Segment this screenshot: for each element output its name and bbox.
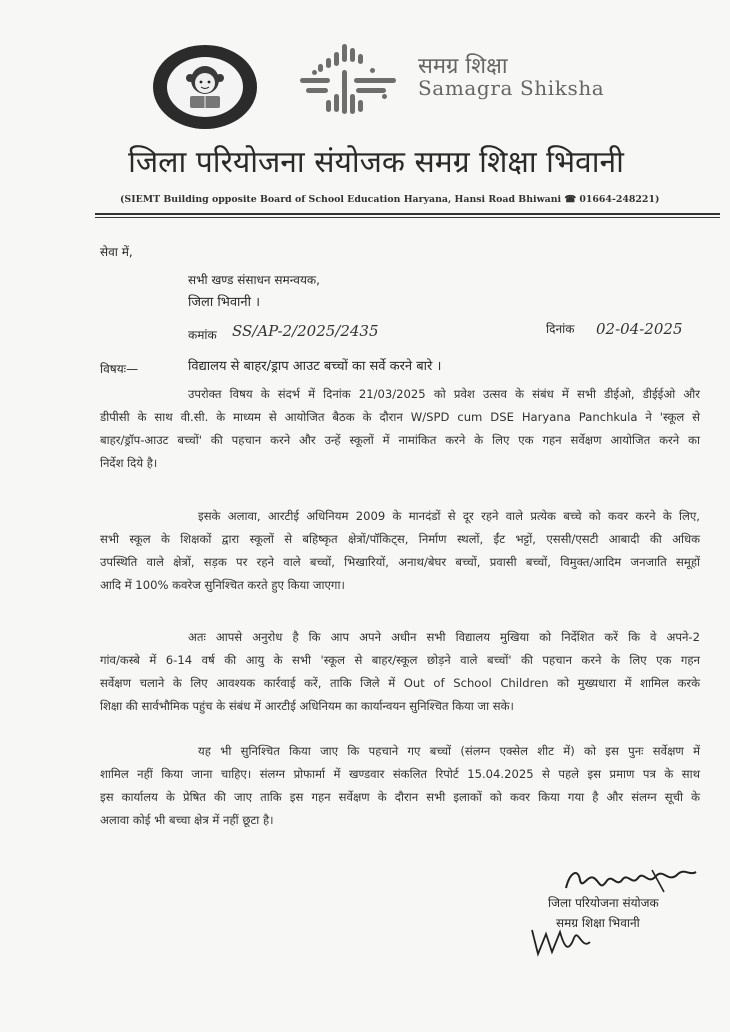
- para3-line: शिक्षा की सार्वभौमिक पहुंच के संबंध में आरटीई अधिनियम का कार्यान्वयन सुनिश्चित किया जा सके।: [100, 699, 514, 713]
- para3-line: सर्वेक्षण चलाने के लिए आवश्यक कार्रवाई करें, ताकि जिले में Out of School Children को मुख्यधारा में शामिल करके: [100, 676, 700, 690]
- para3-line: गांव/कस्बे में 6-14 वर्ष की आयु के सभी 'स्कूल से बाहर/स्कूल छोड़ने वाले बच्चों' की पहचान करने के लिए एक गहन: [100, 653, 700, 667]
- para4-line: अलावा कोई भी बच्चा क्षेत्र में नहीं छूटा है।: [100, 813, 274, 827]
- para3-line: अतः आपसे अनुरोध है कि आप अपने अधीन सभी विद्यालय मुखिया को निर्देशित करें कि वे अपने-2: [188, 630, 700, 644]
- para2-line: उपस्थिति वाले क्षेत्रों, सड़क पर रहने वाले बच्चों, भिखारियों, अनाथ/बेघर बच्चों, प्रवासी बच्चों, विमुक्त/आदिम जनजाति समूहों: [100, 555, 700, 569]
- para1-line: निर्देश दिये है।: [100, 456, 158, 470]
- para1-line: उपरोक्त विषय के संदर्भ में दिनांक 21/03/2025 को प्रवेश उत्सव के संबंध में सभी डीईओ, डीईईओ और: [188, 387, 700, 401]
- para4-line: शामिल नहीं किया जाना चाहिए। संलग्न प्रोफार्मा में खण्डवार संकलित रिपोर्ट 15.04.2025 से पहले इस प्रमाण पत्र के साथ: [100, 767, 700, 781]
- paragraph-1: [100, 383, 700, 475]
- recipient-line2: जिला भिवानी ।: [188, 295, 261, 310]
- para4-line: इस कार्यालय के प्रेषित की जाए ताकि इस गहन सर्वेक्षण के दौरान सभी इलाकों को कवर किया गया है और संलग्न सूची के: [100, 790, 700, 804]
- ref-number: SS/AP-2/2025/2435: [232, 322, 379, 340]
- header-divider: [95, 213, 720, 215]
- date-value: 02-04-2025: [596, 320, 683, 338]
- paragraph-2: [100, 505, 700, 597]
- para2-line: आदि में 100% कवरेज सुनिश्चित करते हुए किया जाएगा।: [100, 578, 345, 592]
- header-divider-thin: [95, 217, 720, 218]
- office-address: (SIEMT Building opposite Board of School Education Haryana, Hansi Road Bhiwani ☎ 01664-248221): [120, 194, 660, 205]
- paragraph-3: [100, 626, 700, 718]
- signature-mark-icon: [560, 862, 700, 898]
- signature-title2: समग्र शिक्षा भिवानी: [556, 916, 640, 930]
- subject-label: विषयः—: [100, 362, 139, 376]
- samagra-shiksha-logo-icon: [292, 42, 404, 120]
- salutation: सेवा में,: [100, 245, 133, 259]
- beti-bachao-logo-icon: [152, 44, 258, 130]
- ref-label: कमांक: [188, 328, 217, 342]
- office-title: जिला परियोजना संयोजक समग्र शिक्षा भिवानी: [128, 145, 624, 180]
- para4-line: यह भी सुनिश्चित किया जाए कि पहचाने गए बच्चों (संलग्न एक्सेल शीट में) को इस पुनः सर्वेक्षण में: [198, 744, 700, 758]
- date-label: दिनांक: [546, 322, 575, 336]
- signature-title1: जिला परियोजना संयोजक: [548, 896, 659, 910]
- para1-line: बाहर/ड्रॉप-आउट बच्चों' की पहचान करने और उन्हें स्कूलों में नामांकित करने के लिए एक गहन सर्वेक्षण आयोजित करने का: [100, 433, 700, 447]
- recipient-line1: सभी खण्ड संसाधन समन्वयक,: [188, 273, 320, 287]
- para2-line: इसके अलावा, आरटीई अधिनियम 2009 के मानदंडों से दूर रहने वाले प्रत्येक बच्चे को कवर करने के लिए,: [198, 509, 700, 523]
- initials-mark-icon: [528, 924, 594, 958]
- para2-line: सभी स्कूल के शिक्षकों द्वारा स्कूलों से बहिष्कृत क्षेत्रों/पॉकिट्स, निर्माण स्थलों, ईंट भट्टों, एससी/एसटी आबादी की अधिक: [100, 532, 700, 546]
- paragraph-4: [100, 740, 700, 832]
- subject-text: विद्यालय से बाहर/ड्राप आउट बच्चों का सर्वे करने बारे ।: [188, 359, 442, 374]
- para1-line: डीपीसी के साथ वी.सी. के माध्यम से आयोजित बैठक के दौरान W/SPD cum DSE Haryana Panchkula ने 'स्कूल से: [100, 410, 700, 424]
- brand-hindi: समग्र शिक्षा: [418, 54, 508, 79]
- brand-english: Samagra Shiksha: [418, 76, 605, 100]
